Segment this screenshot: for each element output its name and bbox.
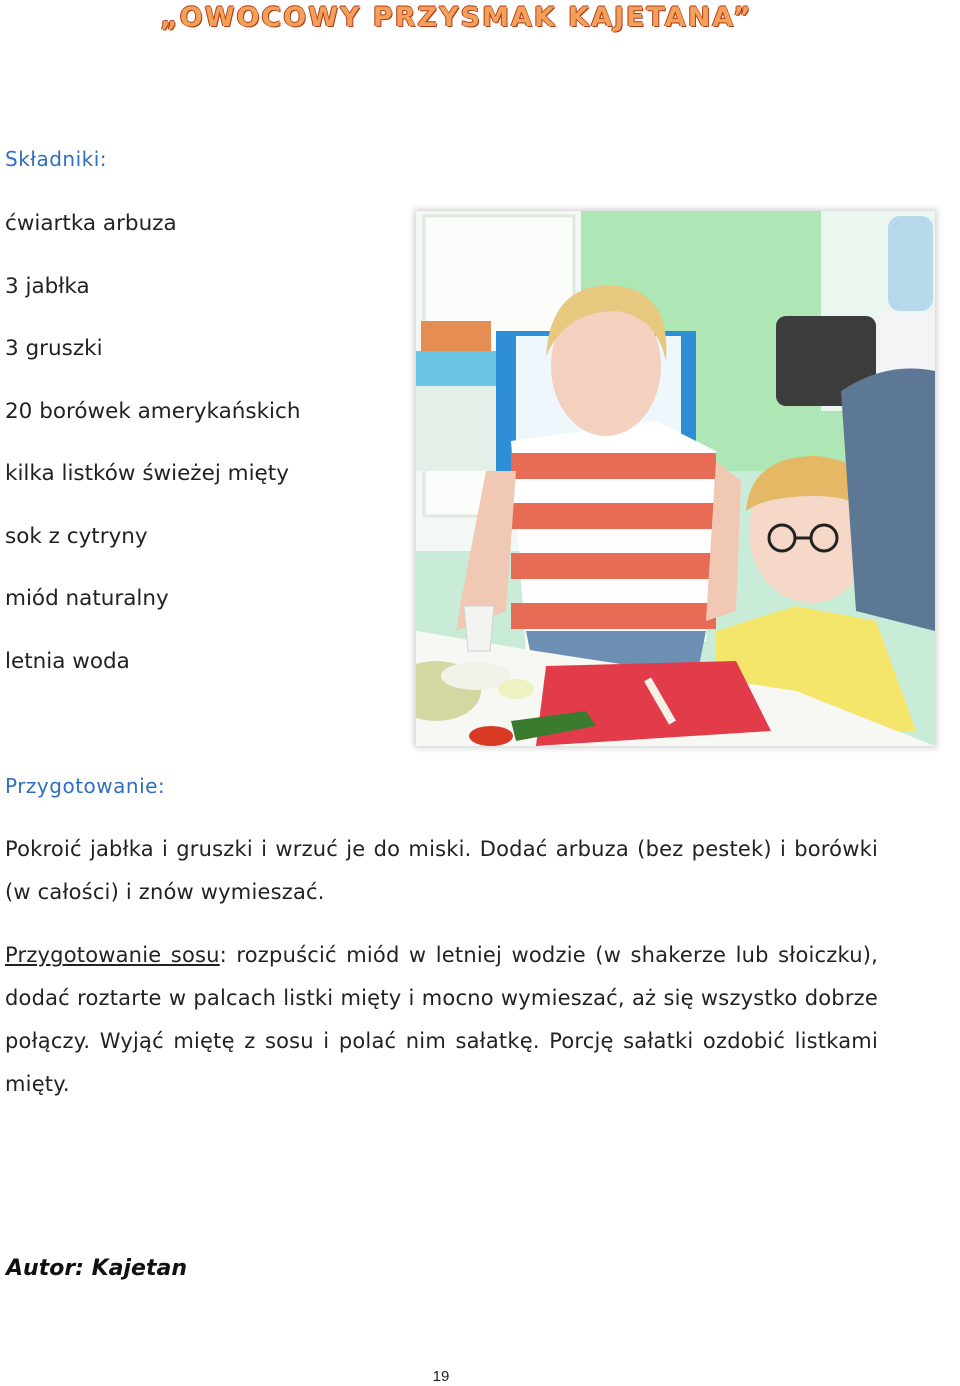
ingredient-item: 20 borówek amerykańskich [5,398,301,424]
ingredient-item: kilka listków świeżej mięty [5,461,289,486]
ingredient-item: ćwiartka arbuza [5,211,177,236]
ingredients-heading: Składniki: [5,147,108,171]
preparation-paragraph: Pokroić jabłka i gruszki i wrzuć je do miski. Dodać arbuza (bez pestek) i borówki (w całości) i znów wymieszać. [5,837,878,904]
sauce-text: : rozpuścić miód w letniej wodzie (w shakerze lub słoiczku), dodać roztarte w palcach listki mięty i mocno wymieszać, aż się wszystko dobrze połączy. Wyjąć miętę z sosu i polać nim sałatkę. Porcję sałatki ozdobić listkami mięty. [5,943,879,1096]
sauce-label: Przygotowanie sosu [5,943,220,967]
author: Autor: Kajetan [6,1256,188,1281]
ingredient-item: miód naturalny [5,586,169,611]
ingredient-item: 3 jabłka [5,273,90,299]
ingredient-item: sok z cytryny [5,523,148,549]
ingredients-list [5,203,300,703]
cooking-photo [416,211,935,746]
page-title: „OWOCOWY PRZYSMAK KAJETANA” [160,2,753,33]
preparation-heading: Przygotowanie: [5,774,166,798]
ingredient-item: letnia woda [5,648,130,674]
ingredient-item: 3 gruszki [5,336,103,361]
sauce-paragraph [5,934,878,1106]
page-number: 19 [432,1368,450,1385]
